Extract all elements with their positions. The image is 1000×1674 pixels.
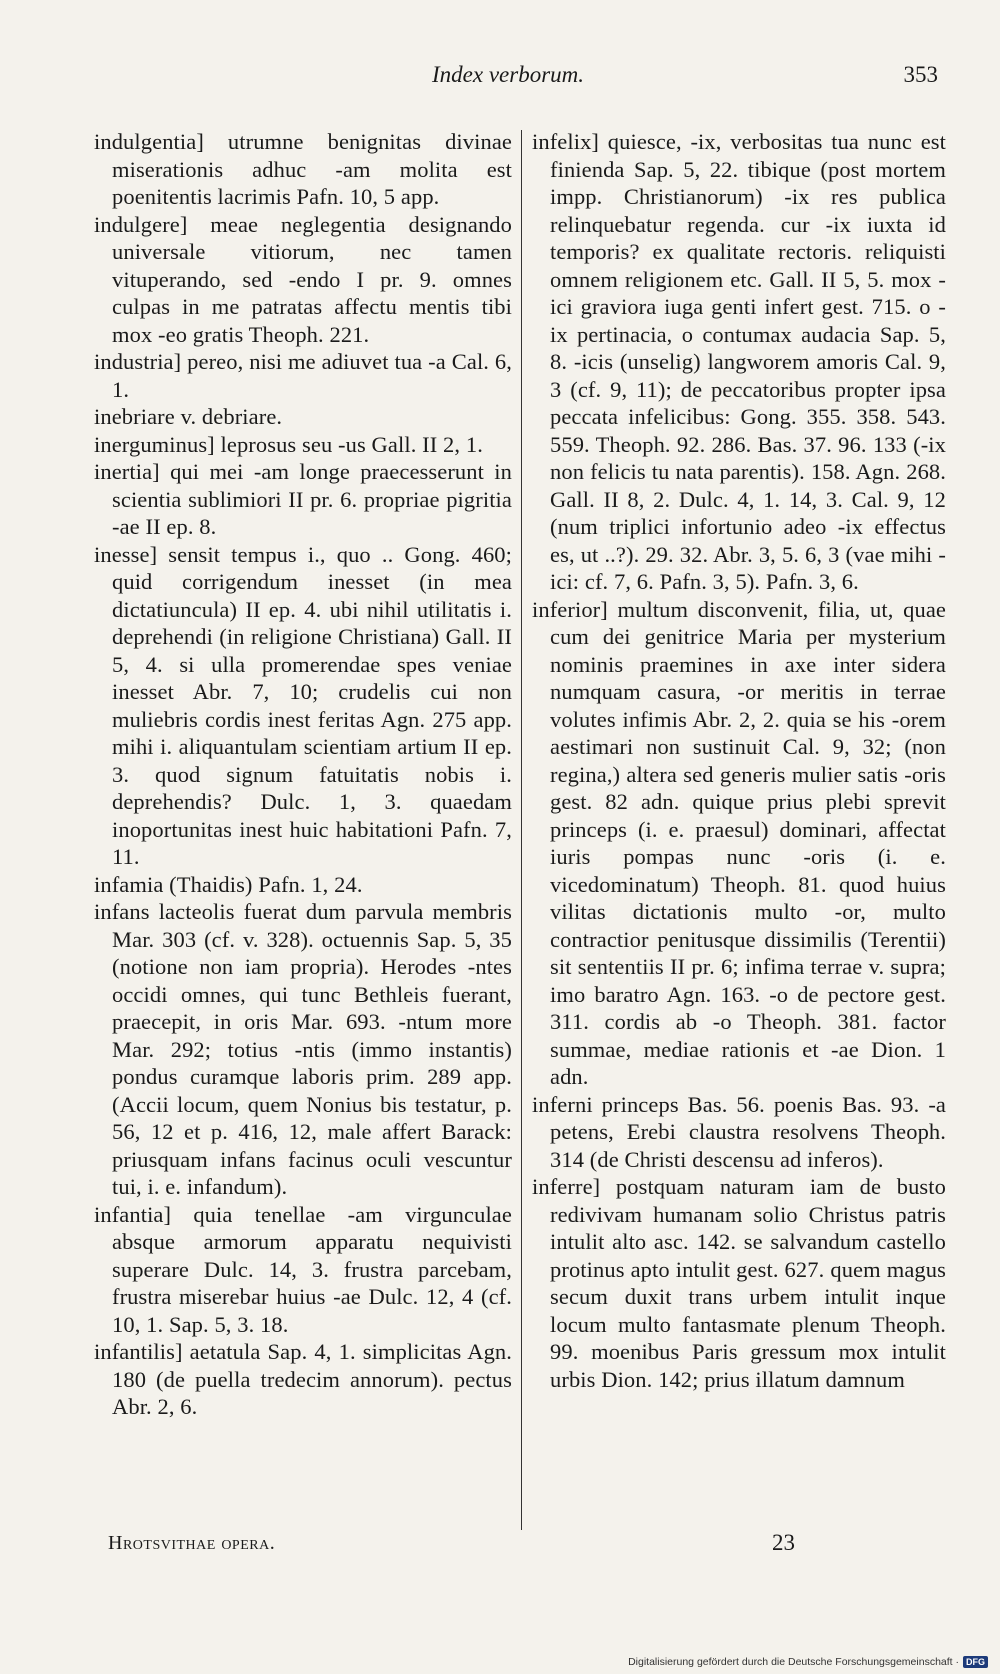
column-divider (521, 130, 522, 1530)
dfg-logo-icon: DFG (963, 1656, 988, 1668)
credit-text: Digitalisierung gefördert durch die Deutsche Forschungsgemeinschaft · (628, 1656, 959, 1668)
signature-mark: 23 (772, 1530, 795, 1555)
index-entry: infelix] quiesce, -ix, verbositas tua nunc est finienda Sap. 5, 22. tibique (post mortem impp. Christianorum) -ix res publica relinquebatur regenda. cur -ix iuxta id temporis? ex qualitate rectoris. reliquisti omnem religionem etc. Gall. II 5, 5. mox -ici graviora iuga genti infert gest. 715. o -ix pertinacia, o contumax audacia Sap. 5, 8. -icis (unselig) langworem amoris Cal. 9, 3 (cf. 9, 11); de peccatoribus propter ipsa peccata infelicibus: Gong. 355. 358. 543. 559. Theoph. 92. 286. Bas. 37. 96. 133 (-ix non felicis tu nata parentis). 158. Agn. 268. Gall. II 8, 2. Dulc. 4, 1. 14, 3. Cal. 9, 12 (num triplici infortunio adeo -ix effectus es, ut ..?). 29. 32. Abr. 3, 5. 6, 3 (vae mihi -ici: cf. 7, 6. Pafn. 3, 5). Pafn. 3, 6. (532, 129, 946, 594)
page-footer (0, 1532, 1000, 1566)
running-header (0, 62, 1000, 98)
page-number: 353 (903, 62, 938, 87)
index-entry: inferni princeps Bas. 56. poenis Bas. 93. -a petens, Erebi claustra resolvens Theoph. 314 (de Christi descensu ad inferos). (532, 1091, 946, 1172)
running-title: Index verborum. (432, 62, 585, 87)
index-entry: infans lacteolis fuerat dum parvula membris Mar. 303 (cf. v. 328). octuennis Sap. 5, 35 (notione non iam propria). Herodes -ntes occidi omnes, qui tunc Bethleis fuerant, praecepit, in oris Mar. 693. -ntum more Mar. 292; totius -ntis (immo instantis) pondus curamque laboris prim. 289 app. (Accii locum, quem Nonius bis testatur, p. 56, 12 et p. 416, 12, male affert Barack: priusquam infans facinus oculi vescuntur tui, i. e. infandum). (94, 899, 512, 1199)
index-entry: infantilis] aetatula Sap. 4, 1. simplicitas Agn. 180 (de puella tredecim annorum). pectus Abr. 2, 6. (94, 1339, 512, 1419)
index-entry: inebriare v. debriare. (94, 404, 283, 429)
index-entry: inferior] multum disconvenit, filia, ut, quae cum dei genitrice Maria per mysterium nominis praemines in axe inter sidera numquam casura, -or meritis in terrae volutes infimis Abr. 2, 2. quia se his -orem aestimari non sustinuit Cal. 9, 32; (non regina,) altera sed generis mulier satis -oris gest. 82 adn. quique prius plebi sprevit princeps (i. e. praesul) dominari, affectat iuris pompas nunc -oris (i. e. vicedominatum) Theoph. 81. quod huius vilitas dictationis multo -or, multo contractior penitusque dissimilis (Terentii) sit sententiis II pr. 6; infima terrae v. supra; imo baratro Agn. 163. -o de pectore gest. 311. cordis ab -o Theoph. 381. factor summae, mediae rationis et -ae Dion. 1 adn. (532, 596, 946, 1089)
index-entry: infamia (Thaidis) Pafn. 1, 24. (94, 871, 363, 897)
index-entry: inferre] postquam naturam iam de busto redivivam humanam solio Christus patris intulit alto asc. 142. se salvandum castello protinus apto intulit gest. 627. quem magus secum duxit trans urbem intulit inque locum multo fantasmate plenum Theoph. 99. moenibus Paris gressum mox intulit urbis Dion. 142; prius illatum damnum (532, 1174, 946, 1392)
index-entry: inertia] qui mei -am longe praecesserunt in scientia sublimiori II pr. 6. propriae pigritia -ae II ep. 8. (94, 459, 512, 539)
index-entry: infantia] quia tenellae -am virgunculae absque armorum apparatu nequivisti superare Dulc. 14, 3. frustra parcebam, frustra miserebar huius -ae Dulc. 12, 4 (cf. 10, 1. Sap. 5, 3. 18. (94, 1201, 512, 1337)
index-entry: inerguminus] leprosus seu -us Gall. II 2, 1. (94, 431, 483, 457)
right-column (532, 128, 946, 1393)
book-title: Hrotsvithae opera. (108, 1532, 276, 1554)
index-entry: inesse] sensit tempus i., quo .. Gong. 460; quid corrigendum inesset (in mea dictatiuncula) II ep. 4. ubi nihil utilitatis i. deprehendi (in religione Christiana) Gall. II 5, 4. si ulla promerendae spes veniae inesset Abr. 7, 10; crudelis cui non muliebris cordis inest feritas Agn. 275 app. mihi i. aliquantulam scientiam artium II ep. 3. quod signum fatuitatis nobis i. deprehendis? Dulc. 1, 3. quaedam inoportunitas inest huic habitationi Pafn. 7, 11. (94, 541, 512, 869)
digitization-credit (628, 1656, 988, 1668)
index-entry: indulgentia] utrumne benignitas divinae miserationis adhuc -am molita est poenitentis lacrimis Pafn. 10, 5 app. (94, 129, 512, 209)
index-entry: indulgere] meae neglegentia designando universale vitiorum, nec tamen vituperando, sed -endo I pr. 9. omnes culpas in me patratas affectu mentis tibi mox -eo gratis Theoph. 221. (94, 211, 512, 347)
index-entry: industria] pereo, nisi me adiuvet tua -a Cal. 6, 1. (94, 349, 512, 402)
left-column (94, 128, 512, 1421)
